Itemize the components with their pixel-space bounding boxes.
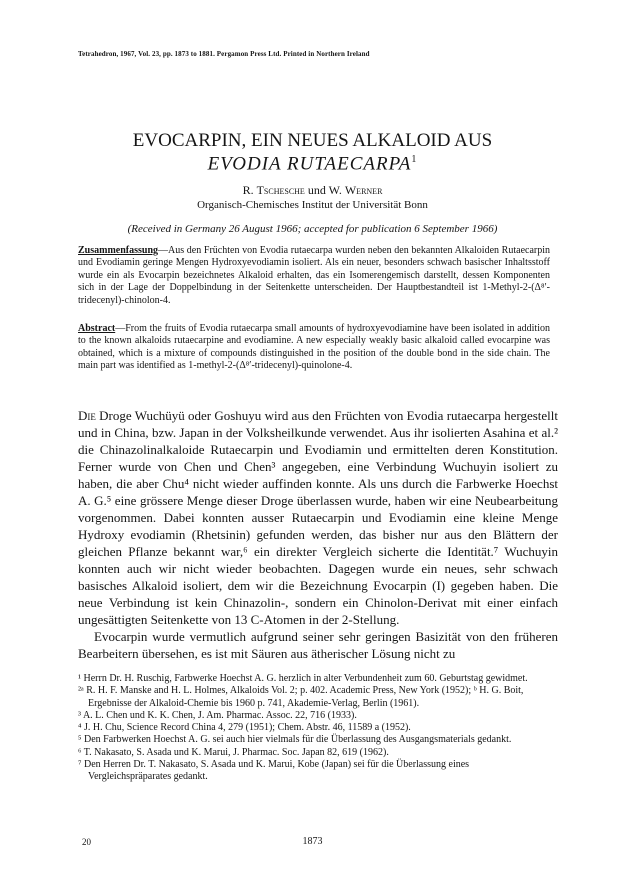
footnote: ³ A. L. Chen und K. K. Chen, J. Am. Pharmac. Assoc. 22, 716 (1933). <box>78 709 357 721</box>
received-dates: (Received in Germany 26 August 1966; accepted for publication 6 September 1966) <box>127 223 498 235</box>
author-1-initial: R. <box>242 183 254 197</box>
body-text <box>78 407 558 662</box>
footnote: ¹ Herrn Dr. H. Ruschig, Farbwerke Hoechst A. G. herzlich in alter Verbundenheit zum 60. Geburtstag gewidmet. <box>78 673 528 684</box>
author-2-initial: W. <box>328 183 342 197</box>
footnote: ²ᵃ R. H. F. Manske and H. L. Holmes, Alkaloids Vol. 2; p. 402. Academic Press, New York (1952); ᵇ H. G. Boit, Ergebnisse der Alkaloid-Chemie bis 1960 p. 741, Akademie-Verlag, Berlin (1961). <box>78 685 524 709</box>
body-paragraph-2: Evocarpin wurde vermutlich aufgrund seiner sehr geringen Basizität von den früheren Bearbeitern übersehen, es ist mit Säuren aus ätherischer Lösung nicht zu <box>78 629 558 661</box>
body-paragraph-1 <box>78 407 558 628</box>
footnote: ⁶ T. Nakasato, S. Asada und K. Marui, J. Pharmac. Soc. Japan 82, 619 (1962). <box>78 746 389 758</box>
abstract-german-label: Zusammenfassung <box>78 245 159 256</box>
title-footnote-marker: 1 <box>411 154 418 165</box>
affiliation: Organisch-Chemisches Institut der Universität Bonn <box>197 199 428 211</box>
abstract-english <box>78 323 550 373</box>
footnote: ⁵ Den Farbwerken Hoechst A. G. sei auch hier vielmals für die Überlassung des Ausgangsmaterials gedankt. <box>78 734 512 746</box>
footnote: ⁴ J. H. Chu, Science Record China 4, 279 (1951); Chem. Abstr. 46, 11589 a (1952). <box>78 722 411 734</box>
signature-mark: 20 <box>82 837 91 847</box>
abstract-english-text: —From the fruits of Evodia rutaecarpa small amounts of hydroxyevodiamine have been isolated in addition to the known alkaloids rutaecarpine and evodiamine. A new especially weakly basic alkaloid called evocarpine was obtained, which is a mixture of compounds distinguished in the position of the double bond in the side chain. The main part was identified as 1-methyl-2-(Δ⁸′-tridecenyl)-quinolone-4. <box>78 323 550 372</box>
page-number: 1873 <box>302 836 323 847</box>
body-paragraph-1-text: Droge Wuchüyü oder Goshuyu wird aus den Früchten von Evodia rutaecarpa hergestellt und in China, bzw. Japan in der Volksheilkunde verwendet. Aus ihr isolierten Asahina et al.² die Chinazolinalkaloide Rutaecarpin und Evodiamin und ermittelten deren Konstitution. Ferner wurde von Chen und Chen³ angegeben, eine Verbindung Wuchuyin isoliert zu haben, die aber Chu⁴ nicht wieder auffinden konnte. Als uns durch die Farbwerke Hoechst A. G.⁵ eine grössere Menge dieser Droge überlassen wurde, haben wir eine Neubearbeitung vorgenommen. Dabei konnten ausser Rutaecarpin und Evodiamin eine kleine Menge Hydroxy evodiamin (Rhetsinin) gefunden werden, das bisher nur aus den Blättern der gleichen Pflanze bekannt war,⁶ ein direkter Vergleich sicherte die Identität.⁷ Wuchuyin konnten auch wir nicht wieder beobachten. Dagegen wurde ein neues, sehr schwach basisches Alkaloid isoliert, dem wir die Bezeichnung Evocarpin (I) gegeben haben. Die neue Verbindung ist kein Chinazolin-, sondern ein Chinolon-Derivat mit einer einfach ungesättigten Seitenkette von 13 C-Atomen in der 2-Stellung. <box>78 408 558 627</box>
body-first-word: Die <box>78 408 96 423</box>
abstract-english-label: Abstract <box>78 323 116 334</box>
author-line <box>0 183 625 198</box>
article-title-line-1: EVOCARPIN, EIN NEUES ALKALOID AUS <box>132 130 493 151</box>
abstract-german-text: —Aus den Früchten von Evodia rutaecarpa wurden neben den bekannten Alkaloiden Rutaecarpin und Evodiamin geringe Mengen Hydroxyevodiamin isoliert. Als ein neuer, besonders schwach basischer Inhaltsstoff wurde ein als Evocarpin bezeichnetes Alkaloid erhalten, das ein Isomerengemisch darstellt, dessen Komponenten sich in der Lage der Doppelbindung in der Seitenkette unterscheiden. Der Hauptbestandteil ist 1-Methyl-2-(Δ⁸′-tridecenyl)-chinolon-4. <box>78 245 550 306</box>
author-2-name: Werner <box>344 183 383 197</box>
footnotes <box>78 673 552 784</box>
author-conjunction: und <box>307 183 326 197</box>
journal-header: Tetrahedron, 1967, Vol. 23, pp. 1873 to 1881. Pergamon Press Ltd. Printed in Northern Ireland <box>78 50 370 58</box>
article-title-species: EVODIA RUTAECARPA <box>207 153 412 175</box>
abstract-german <box>78 245 550 307</box>
author-1-name: Tschesche <box>256 183 305 197</box>
article-title-line-2 <box>0 150 625 174</box>
footnote: ⁷ Den Herren Dr. T. Nakasato, S. Asada und K. Marui, Kobe (Japan) sei für die Überlassung eines Vergleichspräparates gedankt. <box>78 759 470 783</box>
